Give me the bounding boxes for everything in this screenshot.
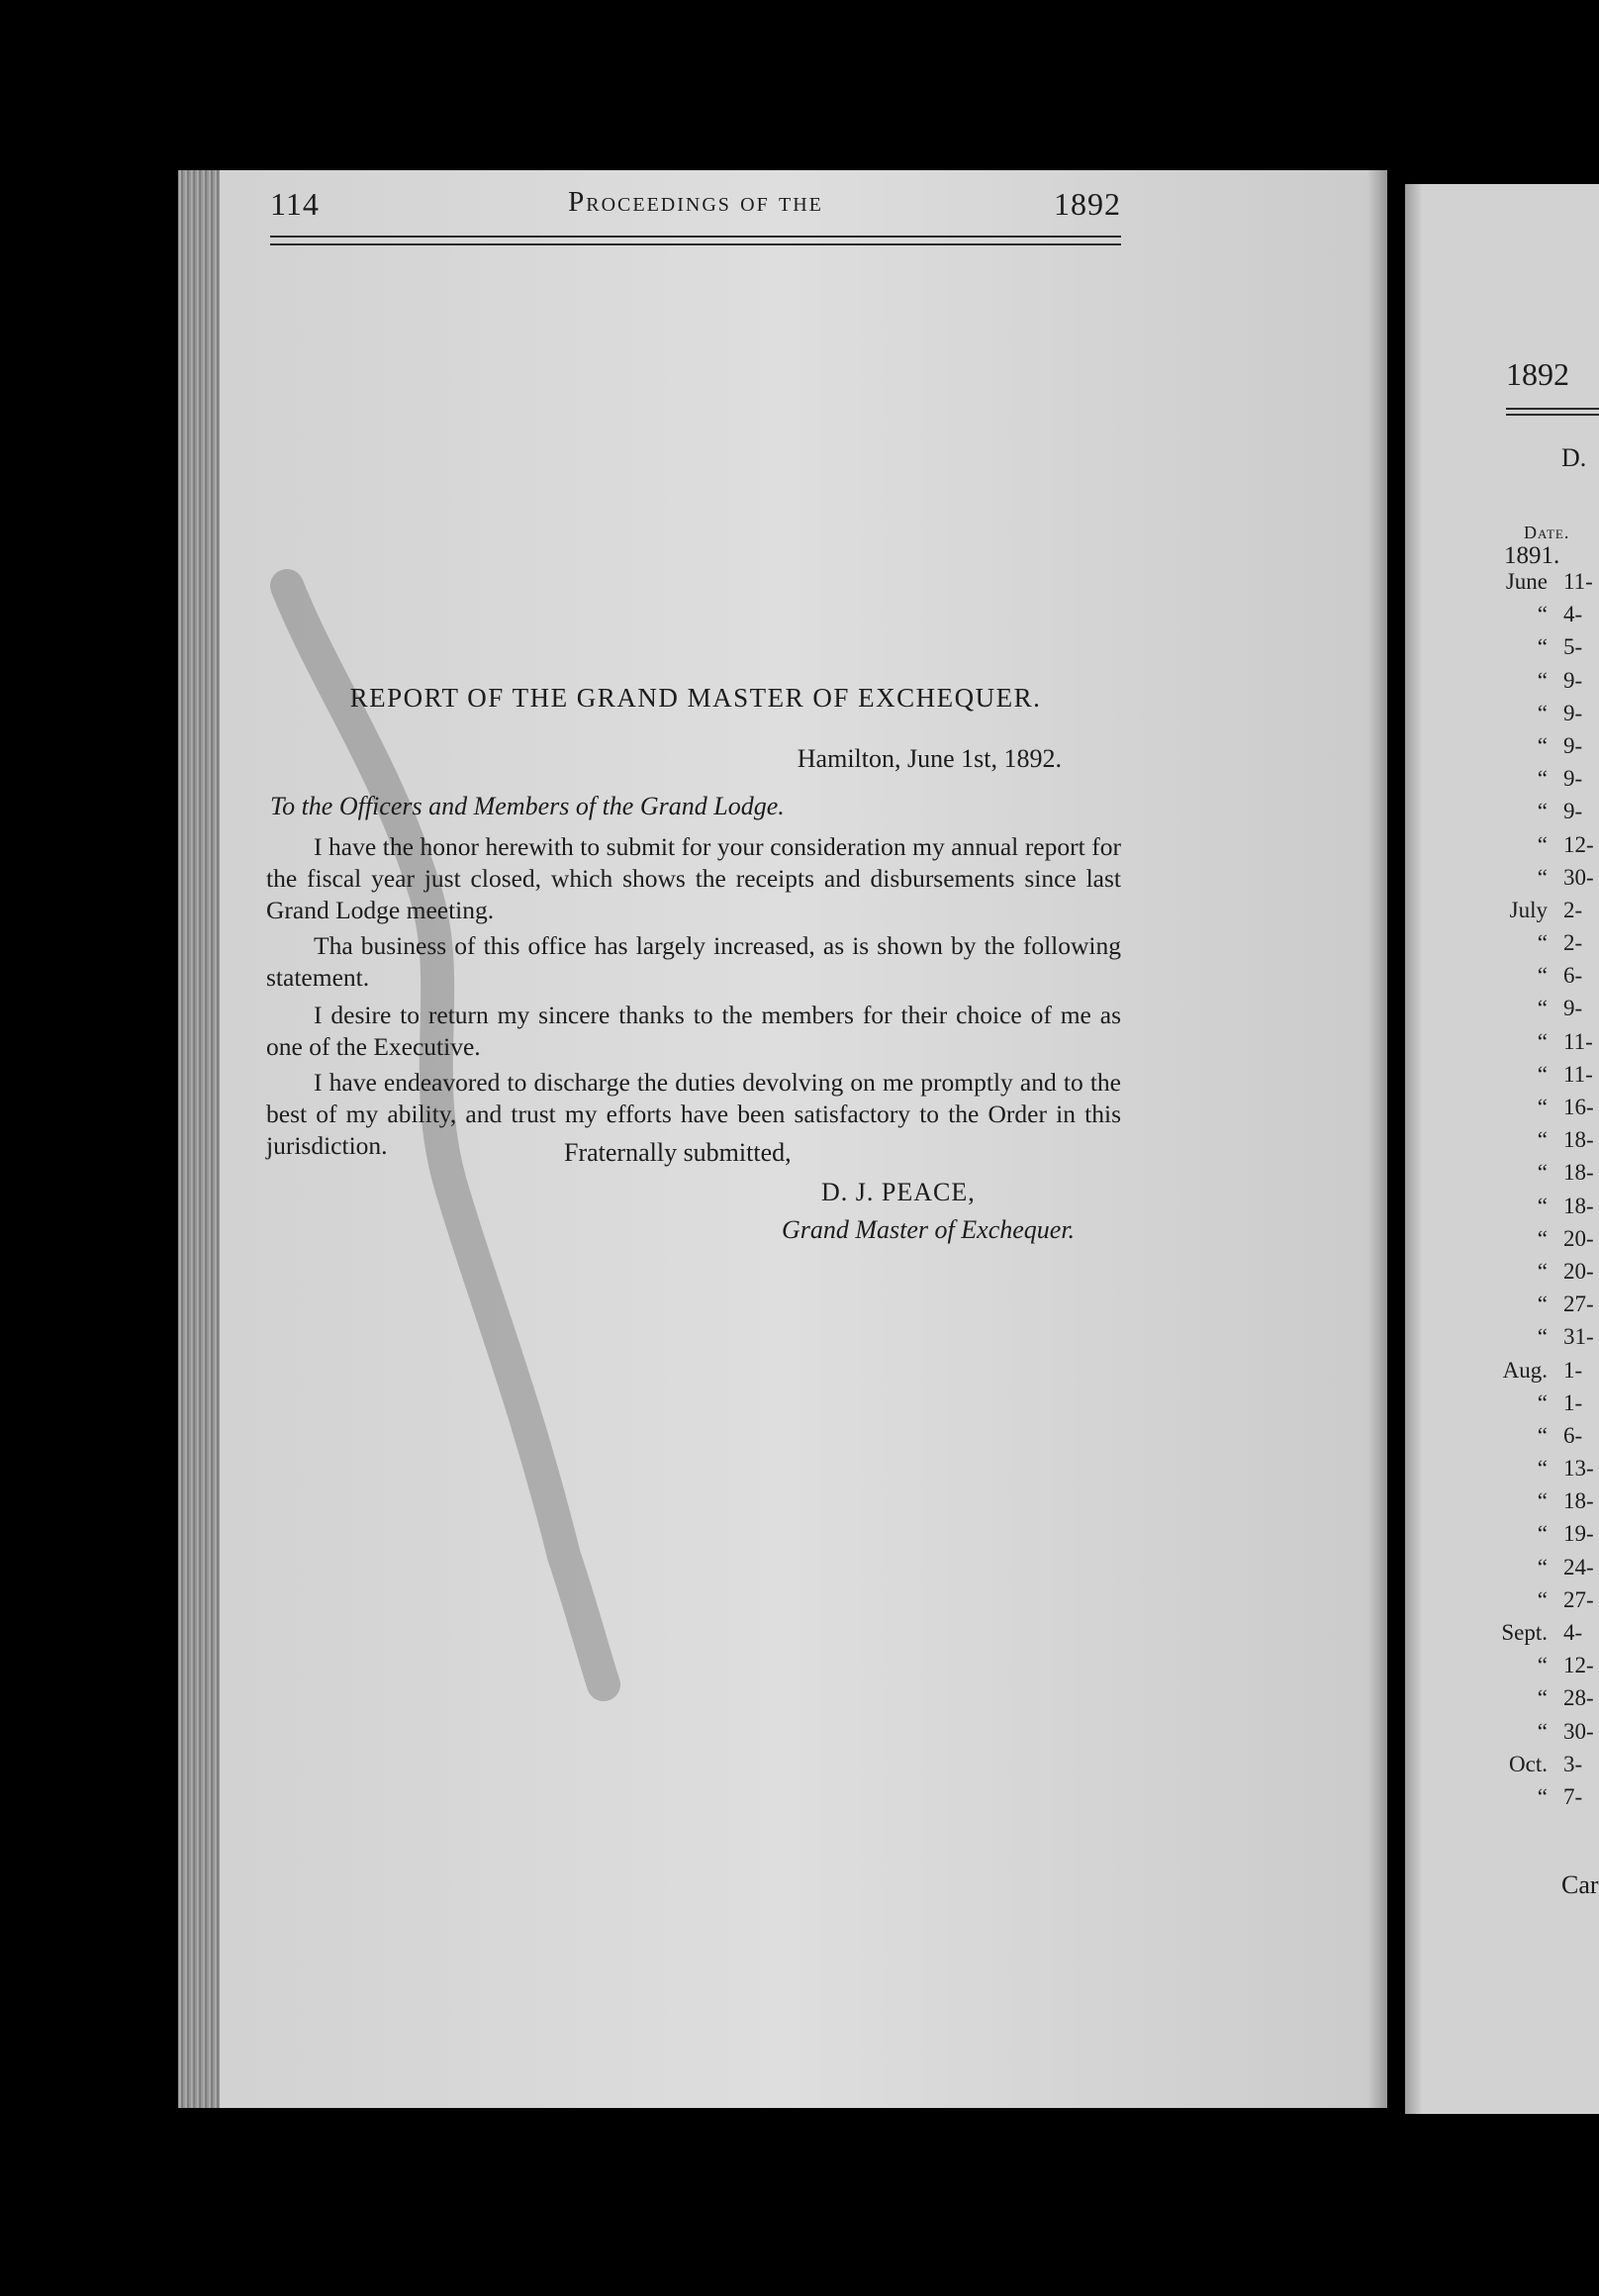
dateline: Hamilton, June 1st, 1892. <box>797 744 1062 773</box>
ledger-month: Oct. <box>1509 1751 1548 1776</box>
paragraph: I have endeavored to discharge the duties devolving on me promptly and to the best of my ability, and trust my efforts have been satisfactory to the Order in this jurisdiction. <box>266 1068 1121 1160</box>
ledger-day: 18- <box>1563 1127 1594 1153</box>
ledger-day: 9- <box>1563 700 1583 725</box>
ledger-day: 31- <box>1563 1324 1594 1350</box>
ledger-day: 1- <box>1563 1389 1583 1415</box>
ledger-row <box>1474 1456 1599 1488</box>
ledger-row <box>1474 898 1599 930</box>
ledger-row <box>1474 1062 1599 1095</box>
ledger-day: 18- <box>1563 1488 1594 1514</box>
ledger-day: 9- <box>1563 799 1583 824</box>
ledger-row <box>1474 1390 1599 1423</box>
ledger-month: “ <box>1537 1653 1548 1678</box>
right-page-year: 1892 <box>1506 356 1569 392</box>
salutation: To the Officers and Members of the Grand Lodge. <box>270 792 785 820</box>
ledger-row <box>1474 1488 1599 1521</box>
ledger-day: 13- <box>1563 1456 1594 1482</box>
ledger-month: “ <box>1537 634 1548 660</box>
ledger-day: 18- <box>1563 1160 1594 1186</box>
ledger-day: 2- <box>1563 897 1583 922</box>
ledger-month: Aug. <box>1502 1357 1548 1383</box>
ledger-day: 2- <box>1563 930 1583 956</box>
date-column-label: Date. <box>1524 523 1570 542</box>
report-title: REPORT OF THE GRAND MASTER OF EXCHEQUER. <box>349 683 1042 713</box>
ledger-row <box>1474 733 1599 766</box>
ledger-row <box>1474 1127 1599 1160</box>
ledger-day: 27- <box>1563 1586 1594 1612</box>
ledger-day: 20- <box>1563 1225 1594 1251</box>
ledger-month: “ <box>1537 1028 1548 1054</box>
page-edge <box>178 170 220 2108</box>
ledger-month: “ <box>1537 766 1548 792</box>
running-title: Proceedings of the <box>568 186 823 218</box>
ledger-day: 9- <box>1563 667 1583 693</box>
ledger-day: 7- <box>1563 1783 1583 1809</box>
ledger-row <box>1474 1160 1599 1193</box>
ledger-month: “ <box>1537 1422 1548 1448</box>
ledger-row <box>1474 1587 1599 1620</box>
ledger-row <box>1474 668 1599 701</box>
ledger-day: 9- <box>1563 996 1583 1021</box>
ledger-month: “ <box>1537 1292 1548 1317</box>
ledger-row <box>1474 799 1599 831</box>
ledger-day: 3- <box>1563 1751 1583 1776</box>
ledger-row <box>1474 569 1599 602</box>
ledger-row <box>1474 1620 1599 1653</box>
ledger-day: 1- <box>1563 1357 1583 1383</box>
ledger-month: “ <box>1537 864 1548 890</box>
paragraph: I have the honor herewith to submit for your consideration my annual report for the fiscal year just closed, which shows the receipts and disbursements since last Grand Lodge meeting. <box>266 832 1121 924</box>
ledger-day: 12- <box>1563 831 1594 857</box>
ledger-day: 9- <box>1563 732 1583 758</box>
right-page-footer-text: Car <box>1561 1870 1599 1899</box>
ledger-day: 30- <box>1563 1718 1594 1744</box>
ledger-row <box>1474 930 1599 963</box>
ledger-day: 4- <box>1563 602 1583 627</box>
ledger-row <box>1474 1194 1599 1226</box>
ledger-row <box>1474 1324 1599 1357</box>
ledger-month: “ <box>1537 1389 1548 1415</box>
ledger-day: 16- <box>1563 1095 1594 1119</box>
ledger-day: 28- <box>1563 1685 1594 1711</box>
ledger-day: 24- <box>1563 1554 1594 1579</box>
ledger-day: 4- <box>1563 1620 1583 1645</box>
ledger-month: “ <box>1537 667 1548 693</box>
header-rule <box>270 236 1121 245</box>
ledger-row <box>1474 832 1599 865</box>
ledger-month: “ <box>1537 996 1548 1021</box>
ledger-day: 18- <box>1563 1193 1594 1218</box>
ledger-row <box>1474 1521 1599 1554</box>
ledger-month: “ <box>1537 1258 1548 1284</box>
ledger-day: 6- <box>1563 963 1583 989</box>
ledger-month: “ <box>1537 1127 1548 1153</box>
right-header-rule <box>1506 408 1599 416</box>
ledger-month: “ <box>1537 963 1548 989</box>
ledger-row <box>1474 1259 1599 1292</box>
ledger-day: 20- <box>1563 1258 1594 1284</box>
ledger-row <box>1474 602 1599 634</box>
ledger-month: Sept. <box>1501 1620 1548 1645</box>
ledger-month: “ <box>1537 1521 1548 1547</box>
ledger-month: “ <box>1537 1718 1548 1744</box>
ledger-month: July <box>1509 897 1548 922</box>
signature-name: D. J. PEACE, <box>821 1178 976 1206</box>
ledger-row <box>1474 865 1599 898</box>
ledger-day: 5- <box>1563 634 1583 660</box>
ledger-month: “ <box>1537 1685 1548 1711</box>
ledger-row <box>1474 1292 1599 1324</box>
ledger-row <box>1474 1752 1599 1784</box>
ledger-row <box>1474 996 1599 1028</box>
ledger-month: “ <box>1537 602 1548 627</box>
ledger-month: “ <box>1537 1095 1548 1119</box>
ledger-month: “ <box>1537 700 1548 725</box>
ledger-day: 30- <box>1563 864 1594 890</box>
ledger-date-column <box>1474 569 1599 1817</box>
ledger-month: “ <box>1537 930 1548 956</box>
ledger-row <box>1474 1685 1599 1718</box>
ledger-row <box>1474 1029 1599 1062</box>
signature-title: Grand Master of Exchequer. <box>782 1215 1076 1244</box>
ledger-month: “ <box>1537 1488 1548 1514</box>
date-year: 1891. <box>1504 542 1560 569</box>
ledger-month: “ <box>1537 1193 1548 1218</box>
ledger-month: “ <box>1537 1554 1548 1579</box>
page-gutter <box>1367 170 1387 2108</box>
ledger-month: “ <box>1537 1456 1548 1482</box>
ledger-month: “ <box>1537 732 1548 758</box>
ledger-month: “ <box>1537 1324 1548 1350</box>
page-number: 114 <box>270 186 320 222</box>
ledger-month: “ <box>1537 1586 1548 1612</box>
paragraph: Tha business of this office has largely increased, as is shown by the following statement. <box>266 931 1121 992</box>
ledger-day: 6- <box>1563 1422 1583 1448</box>
ledger-day: 9- <box>1563 766 1583 792</box>
ledger-month: “ <box>1537 799 1548 824</box>
ledger-row <box>1474 1784 1599 1817</box>
ledger-row <box>1474 634 1599 667</box>
ledger-month: “ <box>1537 831 1548 857</box>
ledger-row <box>1474 1358 1599 1390</box>
ledger-month: “ <box>1537 1783 1548 1809</box>
ledger-row <box>1474 1719 1599 1752</box>
ledger-month: “ <box>1537 1061 1548 1087</box>
ledger-row <box>1474 1653 1599 1685</box>
ledger-row <box>1474 1555 1599 1587</box>
ledger-day: 12- <box>1563 1653 1594 1678</box>
ledger-month: “ <box>1537 1160 1548 1186</box>
ledger-row <box>1474 963 1599 996</box>
closing: Fraternally submitted, <box>564 1138 792 1167</box>
ledger-day: 11- <box>1563 1061 1593 1087</box>
ledger-day: 11- <box>1563 569 1593 594</box>
ledger-row <box>1474 701 1599 733</box>
ledger-day: 19- <box>1563 1521 1594 1547</box>
header-year: 1892 <box>1054 186 1121 222</box>
ledger-row <box>1474 766 1599 799</box>
right-page-heading: D. <box>1561 443 1587 472</box>
ledger-day: 27- <box>1563 1292 1594 1317</box>
ledger-row <box>1474 1423 1599 1456</box>
ledger-month: “ <box>1537 1225 1548 1251</box>
ledger-row <box>1474 1226 1599 1259</box>
ledger-row <box>1474 1095 1599 1127</box>
ledger-month: June <box>1505 569 1548 594</box>
ledger-day: 11- <box>1563 1028 1593 1054</box>
paragraph: I desire to return my sincere thanks to the members for their choice of me as one of the Executive. <box>266 1001 1121 1061</box>
